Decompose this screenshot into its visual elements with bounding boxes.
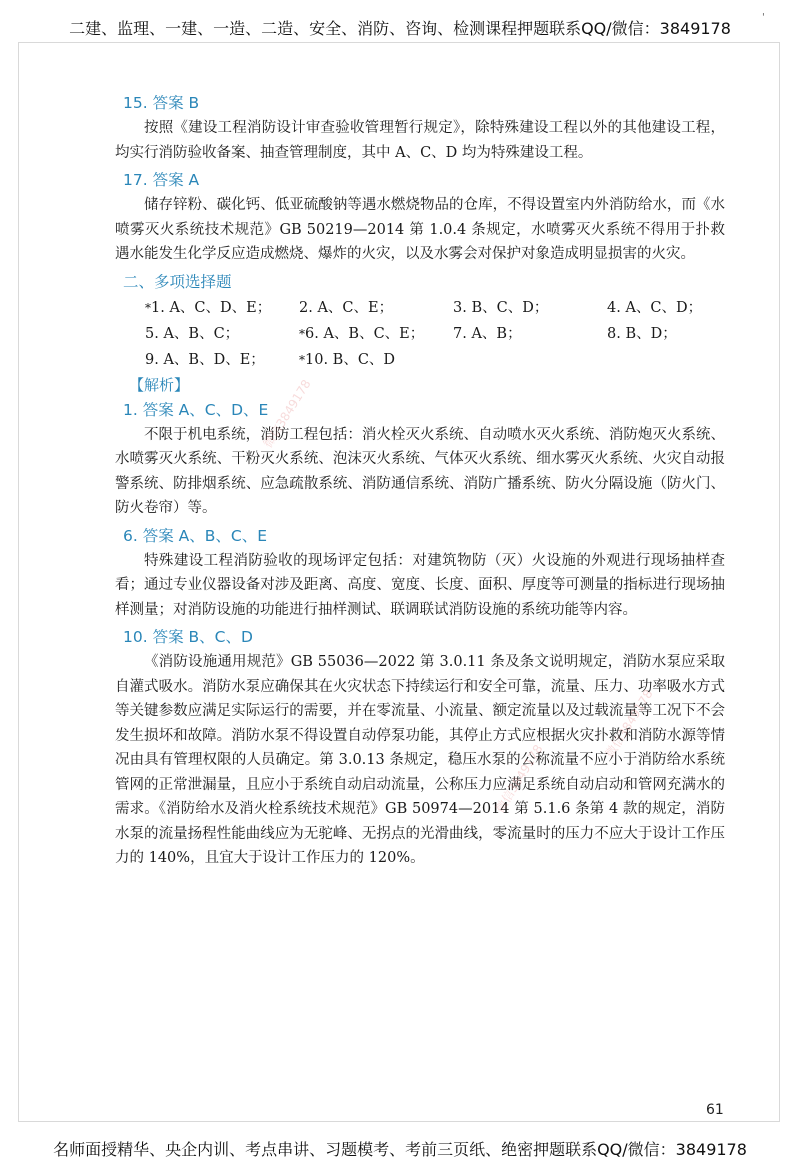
answer-item: *6. A、B、C、E；	[299, 325, 425, 342]
explanation-m1: 不限于机电系统，消防工程包括：消火栓灭火系统、自动喷水灭火系统、消防炮灭火系统、水喷雾灭火系统、干粉灭火系统、泡沫灭火系统、气体灭火系统、细水雾灭火系统、火灾自动报警系统、防排烟系统、应急疏散系统、消防通信系统、消防广播系统、防火分隔设施（防火门、防火卷帘）等。	[115, 426, 725, 516]
watermark: 微信3849178	[260, 377, 314, 451]
answer-heading-m10: 10. 答案 B、C、D	[123, 628, 253, 646]
answer-heading-m6: 6. 答案 A、B、C、E	[123, 526, 267, 545]
answer-heading-15: 15. 答案 B	[123, 94, 200, 112]
explanation-15: 按照《建设工程消防设计审查验收管理暂行规定》，除特殊建设工程以外的其他建设工程，均实行消防验收备案、抽查管理制度，其中 A、C、D 均为特殊建设工程。	[115, 120, 725, 161]
star-mark: *	[145, 300, 151, 315]
answer-item: *10. B、C、D	[299, 351, 396, 368]
watermark: 微信3849178	[602, 687, 656, 761]
answer-heading-m1: 1. 答案 A、C、D、E	[123, 400, 269, 419]
answer-item: 7. A、B；	[453, 325, 522, 342]
page-number: 61	[706, 1102, 724, 1118]
answer-item: 5. A、B、C；	[145, 325, 240, 342]
answer-item: *1. A、C、D、E；	[145, 299, 272, 316]
answer-heading-17: 17. 答案 A	[123, 171, 200, 189]
corner-mark: '	[762, 12, 765, 23]
answer-item: 9. A、B、D、E；	[145, 351, 265, 368]
answer-item: 4. A、C、D；	[607, 299, 703, 316]
answer-item: 3. B、C、D；	[453, 299, 549, 316]
explanation-17: 储存锌粉、碳化钙、低亚硫酸钠等遇水燃烧物品的仓库，不得设置室内外消防给水，而《水喷雾灭火系统技术规范》GB 50219—2014 第 1.0.4 条规定，水喷雾灭火系统不得用于扑救遇水能发生化学反应造成燃烧、爆炸的火灾，以及水雾会对保护对象造成明显损害的火灾。	[115, 197, 725, 262]
explanation-m10: 《消防设施通用规范》GB 55036—2022 第 3.0.11 条及条文说明规定，消防水泵应采取自灌式吸水。消防水泵应确保其在火灾状态下持续运行和安全可靠，流量、压力、功率吸水方式等关键参数应满足实际运行的需要，并在零流量、小流量、额定流量以及过载流量等工况下不会发生损坏和故障。消防水泵不得设置自动停泵功能，其停止方式应根据火灾扑救和消防水源等情况由具有管理权限的人员确定。第 3.0.13 条规定，稳压水泵的公称流量不应小于消防给水系统管网的正常泄漏量，且应小于系统自动启动流量，公称压力应满足系统自动启动和管网充满水的需求。《消防给水及消火栓系统技术规范》GB 50974—2014 第 5.1.6 条第 4 款的规定，消防水泵的流量扬程性能曲线应为无驼峰、无拐点的光滑曲线，零流量时的压力不应大于设计工作压力的 140%，且宜大于设计工作压力的 120%。	[115, 654, 725, 866]
answer-grid	[145, 295, 725, 373]
page-content	[115, 90, 725, 873]
answer-item: 2. A、C、E；	[299, 299, 394, 316]
star-mark: *	[299, 352, 305, 367]
watermark: 微信3849178	[492, 742, 546, 816]
section-heading-multiple-choice: 二、多项选择题	[123, 272, 232, 291]
explanation-m6: 特殊建设工程消防验收的现场评定包括：对建筑物防（灭）火设施的外观进行现场抽样查看；通过专业仪器设备对涉及距离、高度、宽度、长度、面积、厚度等可测量的指标进行现场抽样测量；对消防设施的功能进行抽样测试、联调联试消防设施的系统功能等内容。	[115, 552, 725, 618]
footer-advert: 名师面授精华、央企内训、考点串讲、习题模考、考前三页纸、绝密押题联系QQ/微信：3849178	[53, 1140, 747, 1159]
star-mark: *	[299, 326, 305, 341]
answer-item: 8. B、D；	[607, 325, 677, 342]
header-advert: 二建、监理、一建、一造、二造、安全、消防、咨询、检测课程押题联系QQ/微信：3849178	[69, 19, 731, 38]
analysis-label: 【解析】	[129, 375, 190, 394]
